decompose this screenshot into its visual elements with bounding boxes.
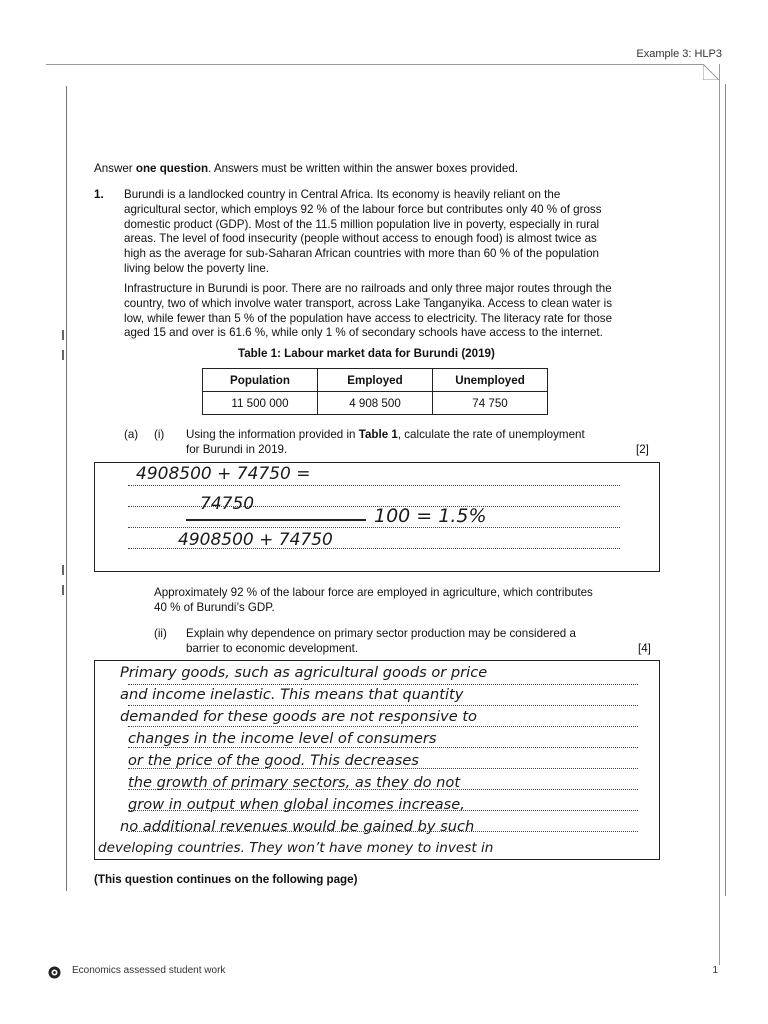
handwritten-answer-line: no additional revenues would be gained by such	[120, 818, 475, 835]
part-ii-label: (ii)	[154, 627, 167, 640]
handwritten-answer-line: grow in output when global incomes increase,	[128, 796, 465, 813]
continues-notice: (This question continues on the following page)	[94, 873, 358, 886]
table-cell-unemployed: 74 750	[433, 392, 548, 415]
marks-a-ii: [4]	[638, 642, 651, 655]
handwritten-answer-line: developing countries. They won’t have money to invest in	[98, 840, 494, 856]
question-paragraph-1	[124, 188, 624, 277]
handwritten-numerator: 74750	[200, 494, 255, 514]
table-cell-employed: 4 908 500	[318, 392, 433, 415]
paragraph-line: high as the average for sub-Saharan African countries with more than 60 % of the population	[124, 247, 599, 261]
handwritten-answer-line: or the price of the good. This decreases	[128, 752, 419, 769]
part-a-label: (a)	[124, 428, 139, 441]
marks-a-i: [2]	[636, 443, 649, 456]
exam-instruction	[94, 162, 518, 177]
question-text: barrier to economic development.	[186, 641, 359, 655]
scan-tick	[62, 350, 64, 360]
scan-tick	[62, 565, 64, 575]
context-line: 40 % of Burundi’s GDP.	[154, 600, 275, 614]
answer-line	[128, 485, 620, 486]
example-label: Example 3: HLP3	[636, 48, 722, 60]
scan-tick	[62, 585, 64, 595]
answer-line	[128, 747, 638, 748]
handwritten-result: 100 = 1.5%	[374, 505, 487, 527]
scan-margin-line-left	[66, 86, 67, 891]
context-text	[154, 586, 614, 616]
fraction-bar	[186, 519, 366, 521]
handwritten-answer-line: and income inelastic. This means that quantity	[120, 686, 464, 703]
paragraph-line: country, two of which involve water transport, across Lake Tanganyika. Access to clean water is	[124, 296, 613, 310]
table-header-employed: Employed	[318, 369, 433, 392]
context-line: Approximately 92 % of the labour force are employed in agriculture, which contributes	[154, 586, 593, 599]
answer-line	[128, 527, 620, 528]
question-text-bold: Table 1	[358, 428, 398, 441]
paragraph-line: areas. The level of food insecurity (people without access to enough food) is almost twice as	[124, 232, 597, 246]
instruction-suffix: . Answers must be written within the answer boxes provided.	[208, 162, 518, 175]
footer-text: Economics assessed student work	[72, 965, 226, 976]
paragraph-line: aged 15 and over is 61.6 %, while only 1 % of secondary schools have access to the internet.	[124, 326, 603, 340]
table-cell-population: 11 500 000	[203, 392, 318, 415]
table-header-population: Population	[203, 369, 318, 392]
handwritten-denominator: 4908500 + 74750	[178, 530, 333, 550]
paragraph-line: domestic product (GDP). Most of the 11.5 million population live in poverty, especially in rural	[124, 217, 600, 231]
handwritten-working-line: 4908500 + 74750 =	[136, 464, 311, 484]
answer-line	[128, 726, 638, 727]
instruction-prefix: Answer	[94, 162, 136, 175]
answer-line	[128, 705, 638, 706]
question-text: Explain why dependence on primary sector production may be considered a	[186, 627, 576, 640]
question-text: Using the information provided in	[186, 428, 359, 441]
ib-logo-icon	[48, 966, 61, 979]
scan-margin-line-right	[725, 84, 726, 896]
question-number: 1.	[94, 188, 104, 201]
table-row	[203, 392, 548, 415]
table-header-row	[203, 369, 548, 392]
question-text: for Burundi in 2019.	[186, 442, 288, 456]
paragraph-line: Infrastructure in Burundi is poor. There are no railroads and only three major routes through the	[124, 282, 612, 295]
part-a-ii-question	[186, 627, 626, 657]
labour-market-table	[202, 368, 548, 415]
paragraph-line: living below the poverty line.	[124, 261, 270, 275]
handwritten-answer-line: the growth of primary sectors, as they do not	[128, 774, 461, 791]
part-i-label: (i)	[154, 428, 165, 441]
paragraph-line: low, while fewer than 5 % of the population have access to electricity. The literacy rate for those	[124, 311, 613, 325]
question-paragraph-2	[124, 282, 624, 341]
answer-line	[128, 684, 638, 685]
paragraph-line: agricultural sector, which employs 92 % of the labour force but contributes only 40 % of gross	[124, 202, 602, 216]
scan-tick	[62, 330, 64, 340]
handwritten-answer-line: demanded for these goods are not responsive to	[120, 708, 477, 725]
instruction-emphasis: one question	[135, 162, 209, 175]
handwritten-answer-line: changes in the income level of consumers	[128, 730, 437, 747]
question-text: , calculate the rate of unemployment	[397, 428, 585, 441]
part-a-i-question	[186, 428, 616, 458]
paragraph-line: Burundi is a landlocked country in Central Africa. Its economy is heavily reliant on the	[124, 188, 561, 201]
page-fold-corner	[703, 64, 719, 80]
handwritten-answer-line: Primary goods, such as agricultural goods or price	[120, 664, 488, 681]
page-number: 1	[712, 965, 718, 976]
table-header-unemployed: Unemployed	[433, 369, 548, 392]
table-caption: Table 1: Labour market data for Burundi (2019)	[238, 347, 495, 360]
